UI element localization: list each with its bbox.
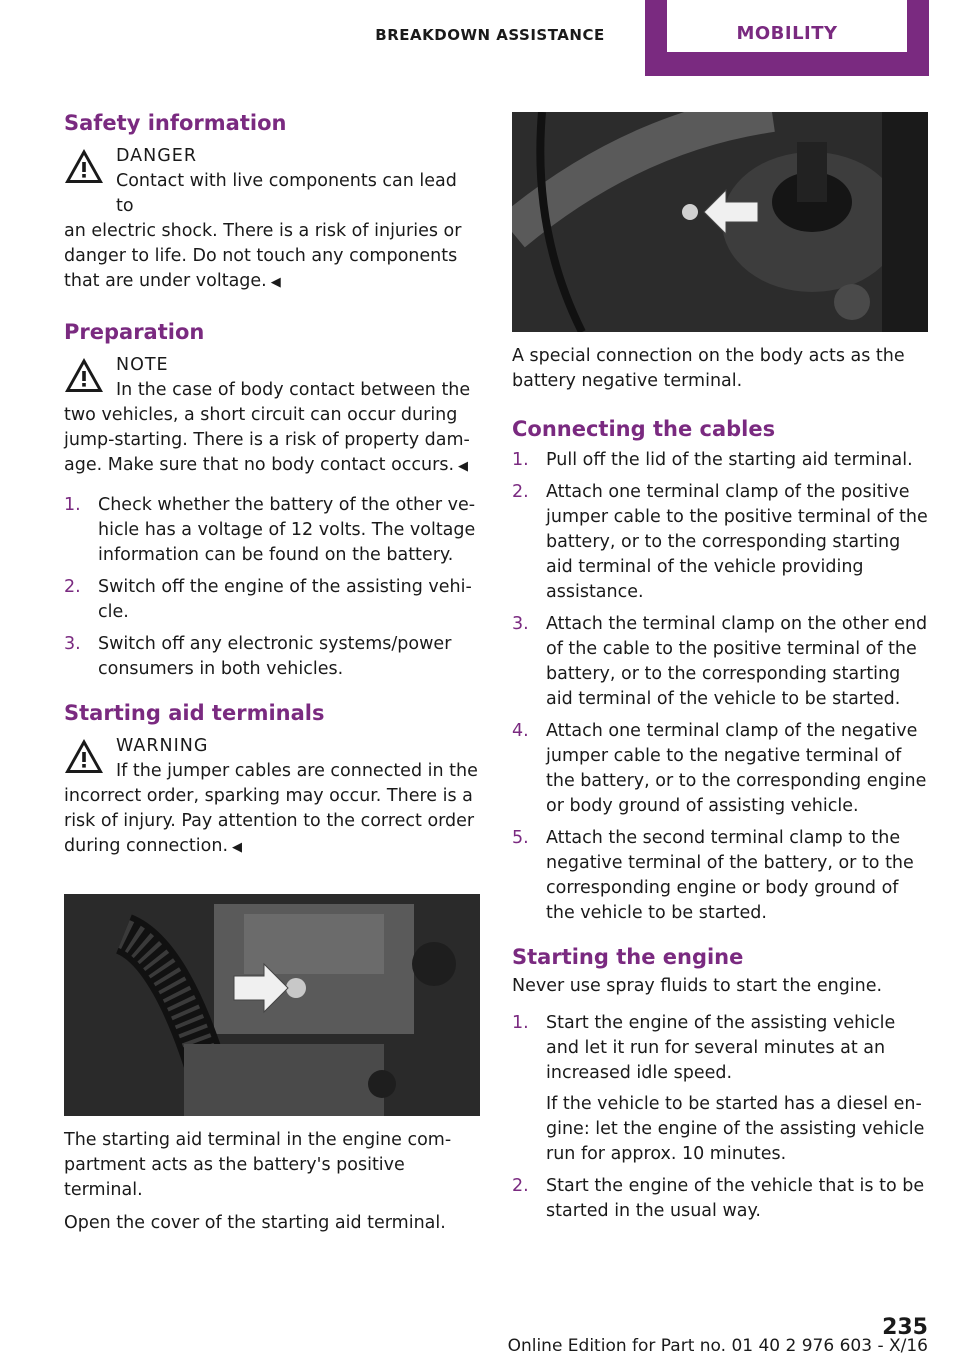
- connecting-heading: Connecting the cables: [512, 417, 776, 441]
- list-item: [512, 612, 928, 712]
- list-item: [512, 480, 928, 605]
- danger-label: DANGER: [116, 146, 198, 166]
- step-number: 1.: [64, 495, 81, 515]
- note-text: two vehicles, a short circuit can occur during jump-starting. There is a risk of property dam‐ age. Make sure that no body contact occurs.: [64, 405, 470, 475]
- step-text: Attach the terminal clamp on the other end of the cable to the positive terminal of the battery, or to the corresponding starting aid terminal of the vehicle to be started.: [546, 614, 928, 709]
- step-text: Switch off the engine of the assisting vehi‐ cle.: [98, 577, 472, 622]
- section-title: BREAKDOWN ASSISTANCE: [375, 26, 605, 44]
- note-text-first: In the case of body contact between the: [116, 380, 471, 400]
- chapter-tab: [645, 0, 929, 76]
- engine-compartment-photo: [64, 894, 480, 1116]
- right-column: [512, 112, 928, 1231]
- body-ground-illustration: [512, 112, 928, 332]
- list-item: [512, 826, 928, 926]
- step-number: 3.: [512, 614, 529, 634]
- step-text: Check whether the battery of the other ve‐ hicle has a voltage of 12 volts. The voltage information can be found on the battery.: [98, 495, 476, 565]
- warning-text-first: If the jumper cables are connected in the: [116, 761, 478, 781]
- step-text: Pull off the lid of the starting aid terminal.: [546, 450, 913, 470]
- list-item: [64, 575, 480, 625]
- starting-steps: [512, 1011, 928, 1224]
- list-item: [512, 1011, 928, 1167]
- chapter-tab-label: MOBILITY: [667, 0, 907, 52]
- end-mark: ◀: [232, 840, 243, 855]
- warning-box: [64, 734, 480, 860]
- connecting-steps: [512, 448, 928, 926]
- step-text: Attach the second terminal clamp to the negative terminal of the battery, or to the corresponding engine or body ground of the vehicle to be started.: [546, 828, 914, 923]
- starting-heading: Starting the engine: [512, 945, 744, 969]
- step-number: 5.: [512, 828, 529, 848]
- edition-footer: Online Edition for Part no. 01 40 2 976 603 - X/16: [507, 1336, 928, 1356]
- danger-box: [64, 144, 480, 295]
- list-item: [512, 719, 928, 819]
- step-text: Start the engine of the assisting vehicle and let it run for several minutes at an increased idle speed.: [546, 1013, 896, 1083]
- step-text: Switch off any electronic systems/power consumers in both vehicles.: [98, 634, 452, 679]
- warning-triangle-icon: [64, 357, 104, 393]
- list-item: [512, 448, 928, 473]
- step-number: 2.: [512, 482, 529, 502]
- step-number: 4.: [512, 721, 529, 741]
- open-cover-text: Open the cover of the starting aid terminal.: [64, 1213, 446, 1233]
- step-text: Attach one terminal clamp of the positive jumper cable to the positive terminal of the battery, or to the corresponding starting aid terminal of the vehicle providing assistance.: [546, 482, 928, 602]
- danger-text: an electric shock. There is a risk of injuries or danger to life. Do not touch any components that are under voltage.: [64, 221, 462, 291]
- figure-caption: The starting aid terminal in the engine com‐ partment acts as the battery's positive terminal.: [64, 1130, 452, 1200]
- body-ground-photo: [512, 112, 928, 332]
- end-mark: ◀: [458, 459, 469, 474]
- starting-intro: Never use spray fluids to start the engine.: [512, 976, 883, 996]
- step-number: 2.: [512, 1176, 529, 1196]
- engine-illustration: [64, 894, 480, 1116]
- note-box: [64, 353, 480, 479]
- warning-label: WARNING: [116, 736, 209, 756]
- list-item: [64, 493, 480, 568]
- step-text: Attach one terminal clamp of the negative jumper cable to the negative terminal of the battery, or to the corresponding engine or body ground of assisting vehicle.: [546, 721, 927, 816]
- step-number: 3.: [64, 634, 81, 654]
- list-item: [512, 1174, 928, 1224]
- note-label: NOTE: [116, 355, 169, 375]
- warning-triangle-icon: [64, 738, 104, 774]
- end-mark: ◀: [270, 275, 281, 290]
- left-column: [64, 108, 480, 1236]
- warning-text: incorrect order, sparking may occur. There is a risk of injury. Pay attention to the correct order during connection.: [64, 786, 475, 856]
- danger-text-first: Contact with live components can lead to: [116, 171, 457, 216]
- step-number: 1.: [512, 450, 529, 470]
- warning-triangle-icon: [64, 148, 104, 184]
- safety-heading: Safety information: [64, 111, 287, 135]
- step-number: 1.: [512, 1013, 529, 1033]
- preparation-steps: [64, 493, 480, 682]
- list-item: [64, 632, 480, 682]
- step-extra-text: If the vehicle to be started has a diesel en‐ gine: let the engine of the assisting vehicle run for approx. 10 minutes.: [546, 1094, 925, 1164]
- preparation-heading: Preparation: [64, 320, 205, 344]
- figure-caption: A special connection on the body acts as the battery negative terminal.: [512, 346, 905, 391]
- page-number: 235: [882, 1315, 928, 1340]
- terminals-heading: Starting aid terminals: [64, 701, 325, 725]
- step-text: Start the engine of the vehicle that is to be started in the usual way.: [546, 1176, 925, 1221]
- step-number: 2.: [64, 577, 81, 597]
